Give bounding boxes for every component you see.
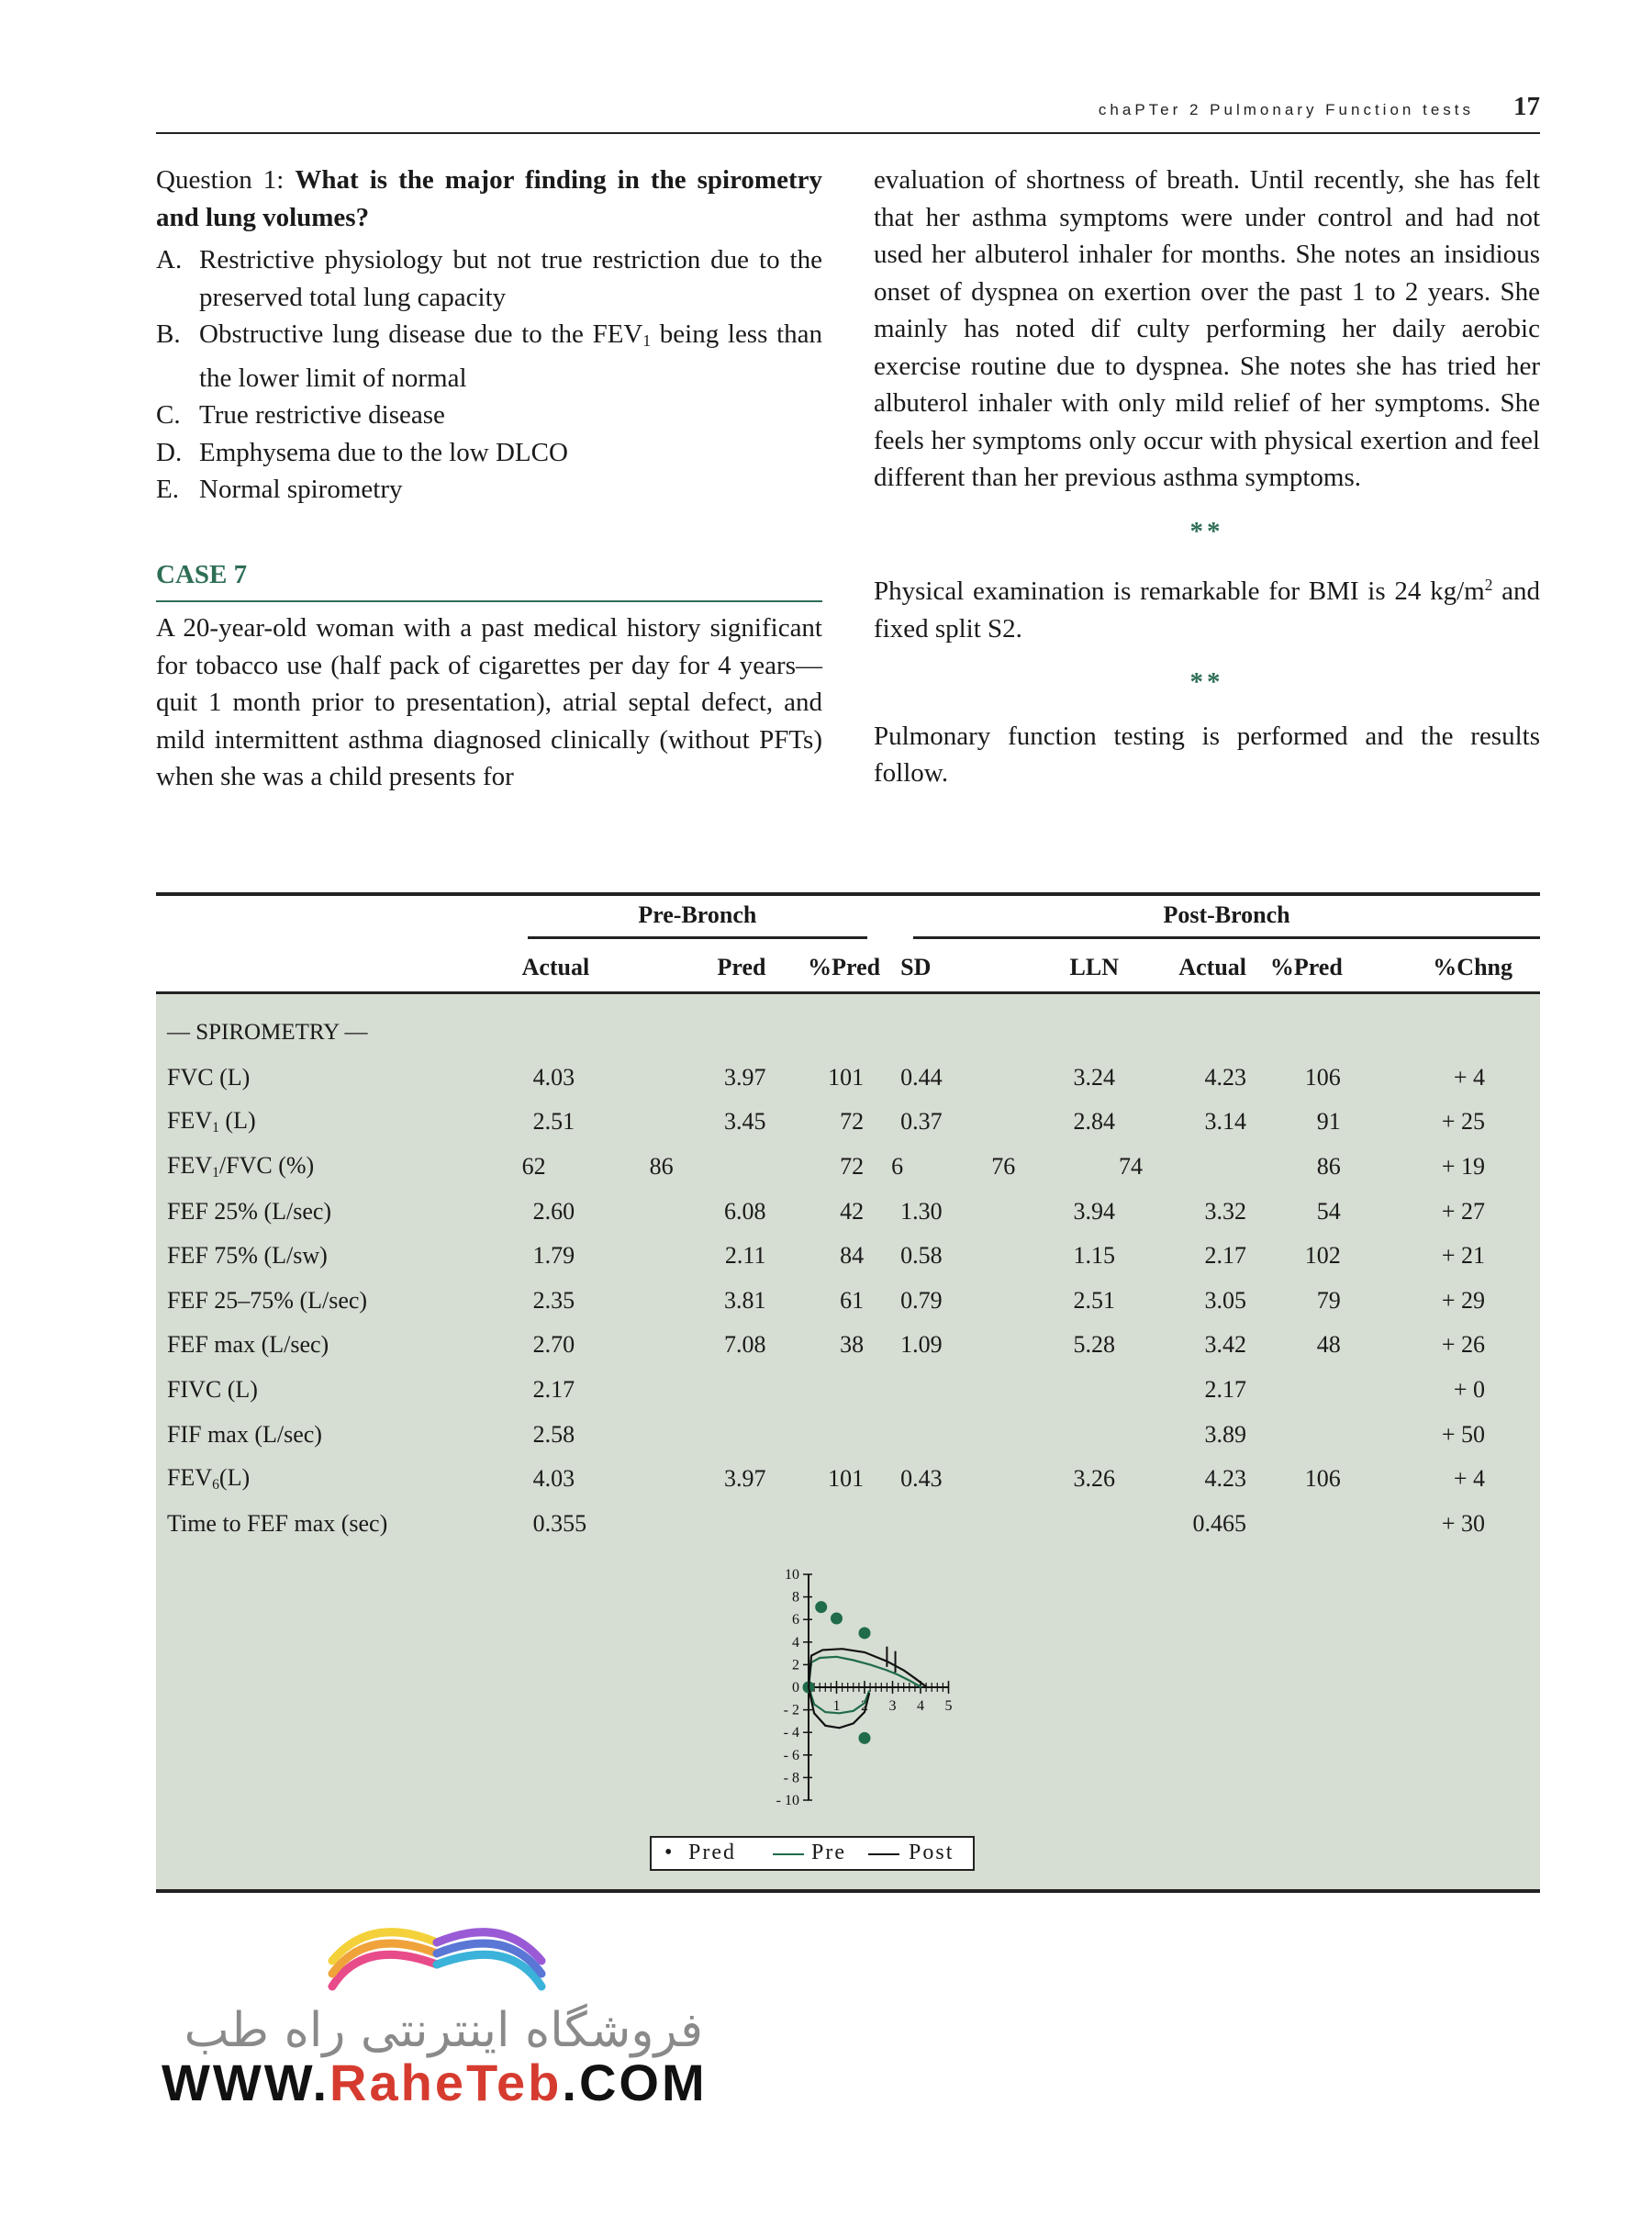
table-cell: 101: [828, 1465, 865, 1493]
table-cell: 1.30: [900, 1197, 943, 1225]
x-tick-label: 4: [917, 1698, 924, 1714]
table-cell: + 26: [1441, 1331, 1485, 1359]
table-cell: 106: [1304, 1465, 1341, 1493]
pft-results-panel: [156, 892, 1540, 1893]
option-letter: E.: [156, 475, 179, 504]
flow-volume-chart: [156, 896, 1540, 1889]
row-label: $FEV_1$/FVC (%): [167, 1152, 315, 1181]
pft-intro: Pulmonary function testing is performed and the results follow.: [874, 721, 1540, 788]
answer-option: [156, 316, 822, 397]
col-header: Pred: [650, 944, 787, 993]
legend-label-pre: Pre: [811, 1841, 846, 1864]
table-cell: 62: [521, 1153, 546, 1181]
table-cell: 0.58: [900, 1242, 943, 1270]
table-cell: 3.97: [723, 1465, 766, 1493]
section-label: — SPIROMETRY —: [167, 1020, 368, 1046]
y-tick-label: 0: [792, 1680, 799, 1696]
table-cell: 0.44: [900, 1063, 943, 1091]
y-tick-label: - 4: [783, 1725, 799, 1741]
page-number: 17: [1513, 92, 1540, 121]
table-cell: 4.23: [1204, 1465, 1247, 1493]
y-tick-label: 6: [792, 1612, 799, 1628]
col-header: SD: [891, 944, 991, 993]
answer-options: [156, 241, 822, 509]
case-history: A 20-year-old woman with a past medical history significant for tobacco use (half pack of cigarettes per day for 4 years—quit 1 month prior to presentation), atrial septal defect, and mild intermittent asthma diagnosed clinically (without PFTs) when she was a child presents for: [156, 613, 822, 791]
question-prefix: Question 1:: [156, 165, 296, 195]
answer-option: [156, 434, 822, 472]
table-cell: 3.26: [1073, 1465, 1116, 1493]
pred-point: [859, 1732, 871, 1744]
legend-label-post: Post: [909, 1841, 954, 1864]
table-cell: + 19: [1441, 1153, 1485, 1181]
table-cell: 1.79: [532, 1242, 575, 1270]
table-cell: 74: [1119, 1153, 1144, 1181]
table-cell: 86: [649, 1153, 674, 1181]
chart-legend: [650, 1836, 975, 1871]
table-cell: 61: [840, 1286, 865, 1314]
row-label: FVC (L): [167, 1063, 251, 1091]
question-stem: What is the major finding in the spirometry and lung volumes?: [156, 165, 822, 232]
x-tick-label: 1: [832, 1698, 841, 1714]
table-cell: 1.09: [900, 1331, 943, 1359]
table-cell: 2.60: [532, 1197, 575, 1225]
option-letter: C.: [156, 400, 181, 430]
table-cell: 42: [840, 1197, 865, 1225]
table-cell: 6.08: [723, 1197, 766, 1225]
table-cell: 84: [840, 1242, 865, 1270]
table-cell: 101: [828, 1063, 865, 1091]
legend-label-pred: Pred: [688, 1841, 736, 1864]
row-label: FEF 25% (L/sec): [167, 1197, 332, 1225]
table-cell: 3.42: [1204, 1331, 1247, 1359]
y-tick-label: - 8: [783, 1770, 799, 1786]
table-cell: 4.03: [532, 1465, 575, 1493]
table-cell: 102: [1304, 1242, 1341, 1270]
option-letter: D.: [156, 437, 183, 467]
table-cell: 0.465: [1192, 1509, 1247, 1537]
col-header: Actual: [522, 944, 650, 993]
row-label: Time to FEF max (sec): [167, 1509, 388, 1537]
table-cell: 3.05: [1204, 1286, 1247, 1314]
group-pre-bronch: Pre-Bronch: [522, 896, 892, 944]
col-header: Actual: [1119, 944, 1256, 993]
option-text: True restrictive disease: [199, 400, 445, 430]
book-rainbow-icon: [162, 1900, 712, 2010]
table-cell: 72: [840, 1153, 865, 1181]
physical-exam: Physical examination is remarkable for BMI is 24 $kg/m^2$ and fixed split S2.: [874, 576, 1540, 644]
col-header: %Pred: [786, 944, 891, 993]
table-cell: 0.43: [900, 1465, 943, 1493]
table-cell: + 0: [1453, 1376, 1485, 1404]
legend-line-post-icon: [868, 1838, 899, 1855]
table-cell: 76: [991, 1153, 1016, 1181]
section-separator: **: [1189, 516, 1224, 546]
case-history-continued: evaluation of shortness of breath. Until recently, she has felt that her asthma symptoms were under control and had not used her albuterol inhaler for months. She notes an insidious onset of dyspnea on exertion over the past 1 to 2 years. She mainly has noted dif culty performing her daily aerobic exercise routine due to dyspnea. She notes she has tried her albuterol inhaler with only mild relief of her symptoms. She feels her symptoms only occur with physical exertion and feel different than her previous asthma symptoms.: [874, 165, 1540, 492]
table-cell: + 29: [1441, 1286, 1485, 1314]
y-tick-label: 4: [792, 1634, 799, 1651]
row-label: FIVC (L): [167, 1376, 258, 1404]
y-tick-label: - 2: [783, 1702, 799, 1718]
watermark-url: WWW.RaheTeb.COM: [162, 2054, 708, 2111]
table-cell: 2.51: [1073, 1286, 1116, 1314]
table-cell: 54: [1316, 1197, 1341, 1225]
table-cell: 2.51: [532, 1108, 575, 1136]
running-head: chaPTer 2 Pulmonary Function tests: [1098, 101, 1474, 118]
table-cell: 3.24: [1073, 1063, 1116, 1091]
table-cell: 2.58: [532, 1420, 575, 1448]
answer-option: [156, 471, 822, 509]
table-cell: 5.28: [1073, 1331, 1116, 1359]
pred-point: [859, 1627, 871, 1639]
table-cell: 4.23: [1204, 1063, 1247, 1091]
legend-dot-icon: •: [664, 1841, 675, 1864]
option-letter: B.: [156, 319, 181, 349]
answer-option: [156, 241, 822, 316]
table-cell: 3.89: [1204, 1420, 1247, 1448]
table-cell: + 50: [1441, 1420, 1485, 1448]
watermark-logo: [162, 1900, 712, 2111]
group-post-bronch: Post-Bronch: [891, 896, 1540, 944]
y-tick-label: - 6: [783, 1747, 799, 1763]
table-cell: 72: [840, 1108, 865, 1136]
col-header: %Pred: [1256, 944, 1379, 993]
table-cell: + 25: [1441, 1108, 1485, 1136]
table-cell: + 21: [1441, 1242, 1485, 1270]
table-cell: 2.17: [1204, 1242, 1247, 1270]
left-column: [156, 162, 822, 796]
x-tick-label: 3: [888, 1698, 897, 1714]
table-cell: 0.37: [900, 1108, 943, 1136]
table-cell: 2.17: [1204, 1376, 1247, 1404]
answer-option: [156, 397, 822, 434]
table-cell: 91: [1316, 1108, 1341, 1136]
table-cell: 3.45: [723, 1108, 766, 1136]
table-cell: 6: [891, 1153, 904, 1181]
table-cell: 0.79: [900, 1286, 943, 1314]
table-cell: 2.17: [532, 1376, 575, 1404]
table-cell: 1.15: [1073, 1242, 1116, 1270]
col-header: %Chng: [1379, 944, 1540, 993]
pred-point: [831, 1612, 843, 1624]
row-label: $FEV_1$ (L): [167, 1107, 256, 1136]
question: [156, 162, 822, 236]
case-heading: CASE 7: [156, 556, 822, 603]
table-cell: 38: [840, 1331, 865, 1359]
table-cell: 2.70: [532, 1331, 575, 1359]
table-cell: 48: [1316, 1331, 1341, 1359]
table-cell: 0.355: [532, 1509, 587, 1537]
section-separator: **: [1189, 667, 1224, 697]
table-cell: 2.84: [1073, 1108, 1116, 1136]
table-cell: + 30: [1441, 1509, 1485, 1537]
right-column: [874, 162, 1540, 792]
option-text: Normal spirometry: [199, 475, 403, 504]
option-text: Restrictive physiology but not true restriction due to the preserved total lung capacity: [199, 245, 822, 312]
table-cell: 3.32: [1204, 1197, 1247, 1225]
table-cell: 3.94: [1073, 1197, 1116, 1225]
watermark-persian-text: فروشگاه اینترنتی راه طب: [184, 2003, 703, 2058]
table-cell: + 27: [1441, 1197, 1485, 1225]
y-tick-label: 2: [792, 1657, 799, 1673]
table-cell: 106: [1304, 1063, 1341, 1091]
row-label: FEF 25–75% (L/sec): [167, 1286, 368, 1314]
col-header: LLN: [991, 944, 1119, 993]
x-tick-label: 5: [944, 1698, 953, 1714]
row-label: $FEV_6(L)$: [167, 1464, 251, 1494]
table-cell: 2.35: [532, 1286, 575, 1314]
table-cell: 4.03: [532, 1063, 575, 1091]
table-cell: 7.08: [723, 1331, 766, 1359]
y-tick-label: 10: [785, 1567, 799, 1583]
table-cell: 2.11: [724, 1242, 766, 1270]
legend-line-pre-icon: [773, 1838, 804, 1855]
y-tick-label: - 10: [776, 1793, 799, 1808]
table-cell: 79: [1316, 1286, 1341, 1314]
table-cell: 3.81: [723, 1286, 766, 1314]
row-label: FEF 75% (L/sw): [167, 1242, 328, 1270]
option-text: Obstructive lung disease due to the $FEV_1$ being less than the lower limit of normal: [199, 319, 822, 393]
table-cell: + 4: [1453, 1465, 1485, 1493]
table-cell: 3.97: [723, 1063, 766, 1091]
x-tick-label: 2: [861, 1698, 868, 1714]
table-cell: 3.14: [1204, 1108, 1247, 1136]
y-tick-label: 8: [792, 1589, 799, 1606]
pred-point: [815, 1601, 827, 1613]
table-cell: + 4: [1453, 1063, 1485, 1091]
running-header: [156, 92, 1540, 134]
table-cell: 86: [1316, 1153, 1341, 1181]
row-label: FIF max (L/sec): [167, 1420, 322, 1448]
row-label: FEF max (L/sec): [167, 1331, 329, 1359]
option-letter: A.: [156, 245, 183, 274]
option-text: Emphysema due to the low DLCO: [199, 437, 568, 467]
